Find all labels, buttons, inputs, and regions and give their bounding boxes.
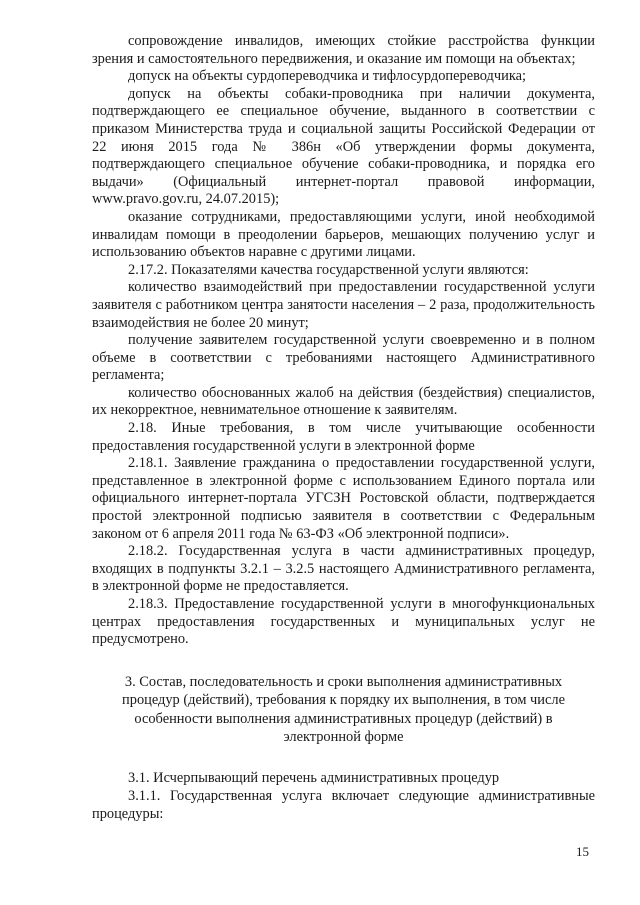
paragraph-escort-disabled: сопровождение инвалидов, имеющих стойкие расстройства функции зрения и самостоятельного передвижения, и оказание им помощи на объектах; xyxy=(92,33,595,67)
paragraph-sign-interpreter: допуск на объекты сурдопереводчика и тифлосурдопереводчика; xyxy=(128,68,526,85)
paragraph-2-18: 2.18. Иные требования, в том числе учитывающие особенности предоставления государственной услуги в электронной форме xyxy=(92,420,595,454)
paragraph-2-18-2: 2.18.2. Государственная услуга в части административных процедур, входящих в подпункты 3.2.1 – 3.2.5 настоящего Административного регламента, в электронной форме не предоставляется. xyxy=(92,543,595,595)
paragraph-interactions-count: количество взаимодействий при предоставлении государственной услуги заявителя с работником центра занятости населения – 2 раза, продолжительность взаимодействия не более 20 минут; xyxy=(92,279,595,331)
paragraph-timely-service: получение заявителем государственной услуги своевременно и в полном объеме в соответствии с требованиями настоящего Административного регламента; xyxy=(92,332,595,384)
paragraph-guide-dog: допуск на объекты собаки-проводника при наличии документа, подтверждающего ее специальное обучение, выданного в соответствии с приказом Министерства труда и социальной защиты Российской Федерации от 22 июня 2015 года № 386н «Об утверждении формы документа, подтверждающего специальное обучение собаки-проводника, и порядка его выдачи» (Официальный интернет-портал правовой информации, www.pravo.gov.ru, 24.07.2015); xyxy=(92,85,595,208)
paragraph-2-17-2: 2.17.2. Показателями качества государственной услуги являются: xyxy=(128,261,529,278)
paragraph-complaints-count: количество обоснованных жалоб на действия (бездействия) специалистов, их некорректное, невнимательное отношение к заявителям. xyxy=(92,384,595,419)
page-number: 15 xyxy=(576,844,589,859)
paragraph-3-1: 3.1. Исчерпывающий перечень административных процедур xyxy=(128,770,500,787)
paragraph-staff-assistance: оказание сотрудниками, предоставляющими услуги, иной необходимой инвалидам помощи в преодолении барьеров, мешающих получению услуг и использованию объектов наравне с другими лицами. xyxy=(92,208,595,261)
paragraph-2-18-1: 2.18.1. Заявление гражданина о предоставлении государственной услуги, представленное в электронной форме с использованием Единого портала или официального интернет-портала УГСЗН Ростовской области, подтверждается простой электронной подписью заявителя в соответствии с Федеральным законом от 6 апреля 2011 года № 63-ФЗ «Об электронной подписи». xyxy=(92,455,595,542)
document-body xyxy=(92,33,595,823)
paragraph-3-1-1: 3.1.1. Государственная услуга включает следующие административные процедуры: xyxy=(92,788,595,822)
section-3-heading: 3. Состав, последовательность и сроки выполнения административных процедур (действий), требования к порядку их выполнения, в том числе особенности выполнения административных процедур (действий) в электронной форме xyxy=(122,673,565,745)
paragraph-2-18-3: 2.18.3. Предоставление государственной услуги в многофункциональных центрах предоставления государственных и муниципальных услуг не предусмотрено. xyxy=(92,596,595,648)
